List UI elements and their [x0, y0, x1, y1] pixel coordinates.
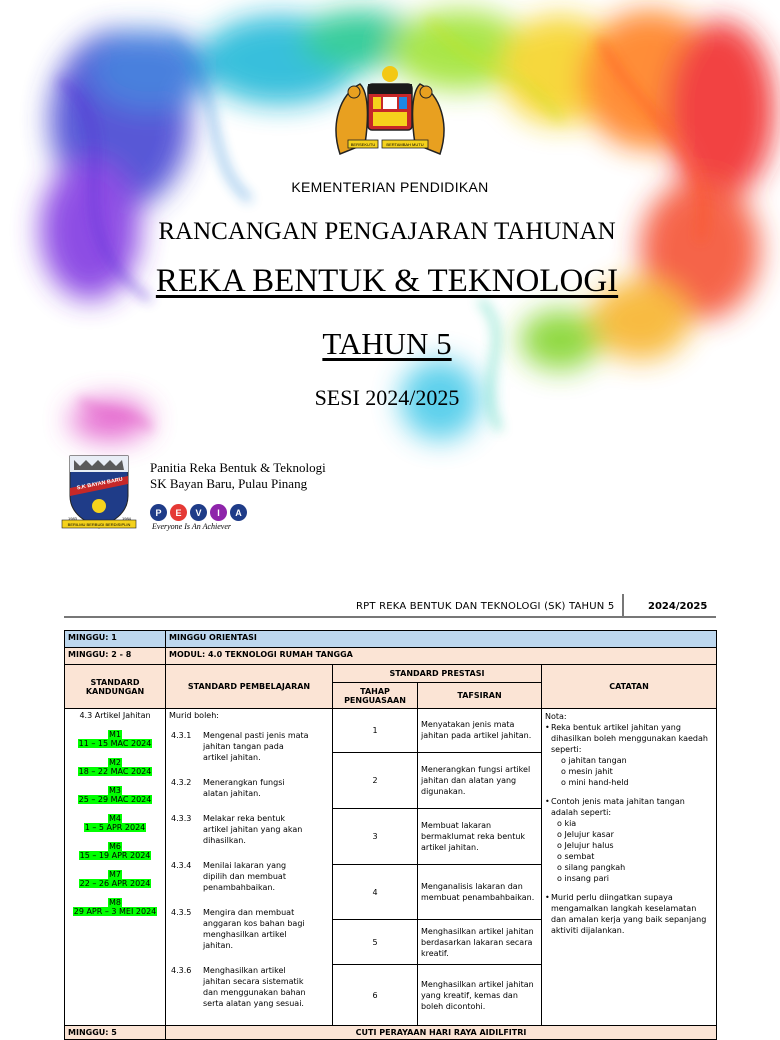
school-logo: [60, 452, 138, 534]
catatan-b1-list: [545, 755, 713, 788]
week-number: M4: [109, 814, 121, 823]
header-standard-kandungan: STANDARD KANDUNGAN: [65, 665, 166, 709]
catatan-sub-item: o jahitan tangan: [561, 756, 627, 765]
header-tahap-penguasaan: TAHAP PENGUASAAN: [333, 683, 418, 709]
sp-code: 4.3.4: [171, 861, 192, 870]
week-number: M7: [109, 870, 121, 879]
sp-code: 4.3.5: [171, 908, 192, 917]
rpt-page: [0, 560, 768, 1037]
week-entry: [68, 786, 162, 804]
subject-title: REKA BENTUK & TEKNOLOGI: [155, 263, 619, 299]
jata-negara-emblem: [320, 64, 460, 164]
pevia-letter: P: [150, 504, 167, 521]
pevia-letter: A: [230, 504, 247, 521]
panitia-info: [150, 460, 326, 492]
minggu1-value: MINGGU ORIENTASI: [166, 631, 717, 648]
panitia-line2: SK Bayan Baru, Pulau Pinang: [150, 476, 308, 491]
tp-cell: 3: [333, 809, 418, 864]
panitia-line1: Panitia Reka Bentuk & Teknologi: [150, 460, 326, 475]
tp-cell: 2: [333, 752, 418, 808]
catatan-bullet: • Reka bentuk artikel jahitan yang dihasilkan boleh menggunakan kaedah seperti:: [545, 723, 708, 754]
svg-text:BERILMU BERBUDI BERDISIPLIN: BERILMU BERBUDI BERDISIPLIN: [67, 522, 131, 527]
minggu2-label: MINGGU: 2 - 8: [65, 648, 166, 665]
catatan-sub-item: o mini hand-held: [561, 778, 629, 787]
sp-text: Melakar reka bentuk artikel jahitan yang akan dihasilkan.: [203, 814, 303, 845]
catatan-sub-item: o sembat: [557, 852, 595, 861]
catatan-sub-item: o insang pari: [557, 874, 609, 883]
pevia-letter: V: [190, 504, 207, 521]
module-title: MODUL: 4.0 TEKNOLOGI RUMAH TANGGA: [166, 648, 717, 665]
catatan-bullet: • Contoh jenis mata jahitan tangan adalah seperti:: [545, 797, 685, 817]
week-dates: 29 APR – 3 MEI 2024: [73, 907, 157, 916]
tafsiran-cell: Membuat lakaran bermaklumat reka bentuk artikel jahitan.: [418, 809, 542, 864]
week-number: M6: [109, 842, 121, 851]
header-divider: [622, 594, 624, 618]
catatan-cell: [542, 709, 717, 1026]
svg-text:S.K BAYAN BARU: S.K BAYAN BARU: [76, 476, 124, 492]
week-entry: [68, 898, 162, 916]
svg-text:BERSEKUTU: BERSEKUTU: [350, 142, 376, 147]
content-row: [65, 709, 717, 753]
header-standard-pembelajaran: STANDARD PEMBELAJARAN: [166, 665, 333, 709]
svg-text:1984: 1984: [122, 516, 131, 521]
sp-text: Menilai lakaran yang dipilih dan membuat penambahbaikan.: [203, 861, 287, 892]
week-dates: 15 – 19 APR 2024: [79, 851, 151, 860]
catatan-b2-list: [545, 818, 713, 884]
minggu2-row: [65, 648, 717, 665]
rpt-header-title: RPT REKA BENTUK DAN TEKNOLOGI (SK) TAHUN 5: [356, 601, 615, 612]
week-number: M2: [109, 758, 121, 767]
sp-code: 4.3.3: [171, 814, 192, 823]
pevia-letter: E: [170, 504, 187, 521]
week-entry: [68, 814, 162, 832]
sp-item: [169, 730, 329, 763]
sp-intro: Murid boleh:: [169, 711, 219, 720]
tp-cell: 6: [333, 965, 418, 1026]
sp-item: [169, 965, 329, 1009]
minggu5-label: MINGGU: 5: [65, 1026, 166, 1040]
rpt-header-year: 2024/2025: [648, 601, 708, 612]
session-title: SESI 2024/2025: [314, 385, 460, 410]
sp-text: Menghasilkan artikel jahitan secara sistematik dan menggunakan bahan serta alatan yang sesuai.: [203, 966, 306, 1008]
tp-cell: 5: [333, 920, 418, 965]
tafsiran-cell: Menghasilkan artikel jahitan berdasarkan lakaran secara kreatif.: [418, 920, 542, 965]
rpt-table: [64, 630, 717, 1040]
week-entry: [68, 730, 162, 748]
minggu5-row: [65, 1026, 717, 1040]
tp-cell: 1: [333, 709, 418, 753]
catatan-nota: Nota:: [545, 712, 567, 721]
sp-item: [169, 813, 329, 846]
pevia-tagline: Everyone Is An Achiever: [152, 522, 232, 531]
svg-text:BERTAMBAH MUTU: BERTAMBAH MUTU: [386, 142, 424, 147]
week-number: M8: [109, 898, 121, 907]
tafsiran-cell: Menganalisis lakaran dan membuat penambahbaikan.: [418, 864, 542, 919]
catatan-sub-item: o silang pangkah: [557, 863, 626, 872]
week-dates: 11 – 15 MAC 2024: [78, 739, 152, 748]
tafsiran-cell: Menghasilkan artikel jahitan yang kreatif, kemas dan boleh dicontohi.: [418, 965, 542, 1026]
header-standard-prestasi: STANDARD PRESTASI: [333, 665, 542, 683]
tafsiran-cell: Menerangkan fungsi artikel jahitan dan alatan yang digunakan.: [418, 752, 542, 808]
sp-code: 4.3.1: [171, 731, 192, 740]
header-catatan: CATATAN: [542, 665, 717, 709]
week-number: M1: [109, 730, 121, 739]
catatan-bullet: • Murid perlu diingatkan supaya mengamalkan langkah keselamatan dan amalan kerja yang baik sepanjang aktiviti dijalankan.: [545, 893, 707, 935]
week-entry: [68, 842, 162, 860]
catatan-sub-item: o kia: [557, 819, 577, 828]
sp-item: [169, 777, 329, 799]
tp-cell: 4: [333, 864, 418, 919]
week-list: [68, 730, 162, 916]
standard-kandungan-cell: [65, 709, 166, 1026]
header-tafsiran: TAFSIRAN: [418, 683, 542, 709]
sp-code: 4.3.2: [171, 778, 192, 787]
sk-title: 4.3 Artikel Jahitan: [79, 711, 151, 720]
week-dates: 22 – 26 APR 2024: [79, 879, 151, 888]
ministry-name: KEMENTERIAN PENDIDIKAN: [291, 179, 489, 195]
pevia-letters: [150, 504, 247, 521]
sp-text: Menerangkan fungsi alatan jahitan.: [203, 778, 285, 798]
minggu1-row: [65, 631, 717, 648]
week-dates: 1 – 5 APR 2024: [84, 823, 146, 832]
sp-item: [169, 907, 329, 951]
sp-text: Mengenal pasti jenis mata jahitan tangan pada artikel jahitan.: [203, 731, 309, 762]
week-number: M3: [109, 786, 121, 795]
minggu5-value: CUTI PERAYAAN HARI RAYA AIDILFITRI: [166, 1026, 717, 1040]
week-entry: [68, 870, 162, 888]
sp-code: 4.3.6: [171, 966, 192, 975]
plan-title: RANCANGAN PENGAJARAN TAHUNAN: [158, 218, 616, 245]
week-dates: 25 – 29 MAC 2024: [78, 795, 152, 804]
catatan-sub-item: o Jelujur kasar: [557, 830, 614, 839]
svg-text:1983: 1983: [68, 516, 77, 521]
standard-pembelajaran-cell: [166, 709, 333, 1026]
week-dates: 18 – 22 MAC 2024: [78, 767, 152, 776]
tafsiran-cell: Menyatakan jenis mata jahitan pada artikel jahitan.: [418, 709, 542, 753]
pevia-logo: [150, 504, 247, 531]
year-title: TAHUN 5: [322, 326, 452, 361]
header-row-1: [65, 665, 717, 683]
sp-text: Mengira dan membuat anggaran kos bahan bagi menghasilkan artikel jahitan.: [203, 908, 305, 950]
pevia-letter: I: [210, 504, 227, 521]
sp-item: [169, 860, 329, 893]
week-entry: [68, 758, 162, 776]
minggu1-label: MINGGU: 1: [65, 631, 166, 648]
sp-list: [169, 730, 329, 1009]
catatan-sub-item: o mesin jahit: [561, 767, 613, 776]
rpt-header: [64, 590, 716, 618]
catatan-sub-item: o Jelujur halus: [557, 841, 614, 850]
